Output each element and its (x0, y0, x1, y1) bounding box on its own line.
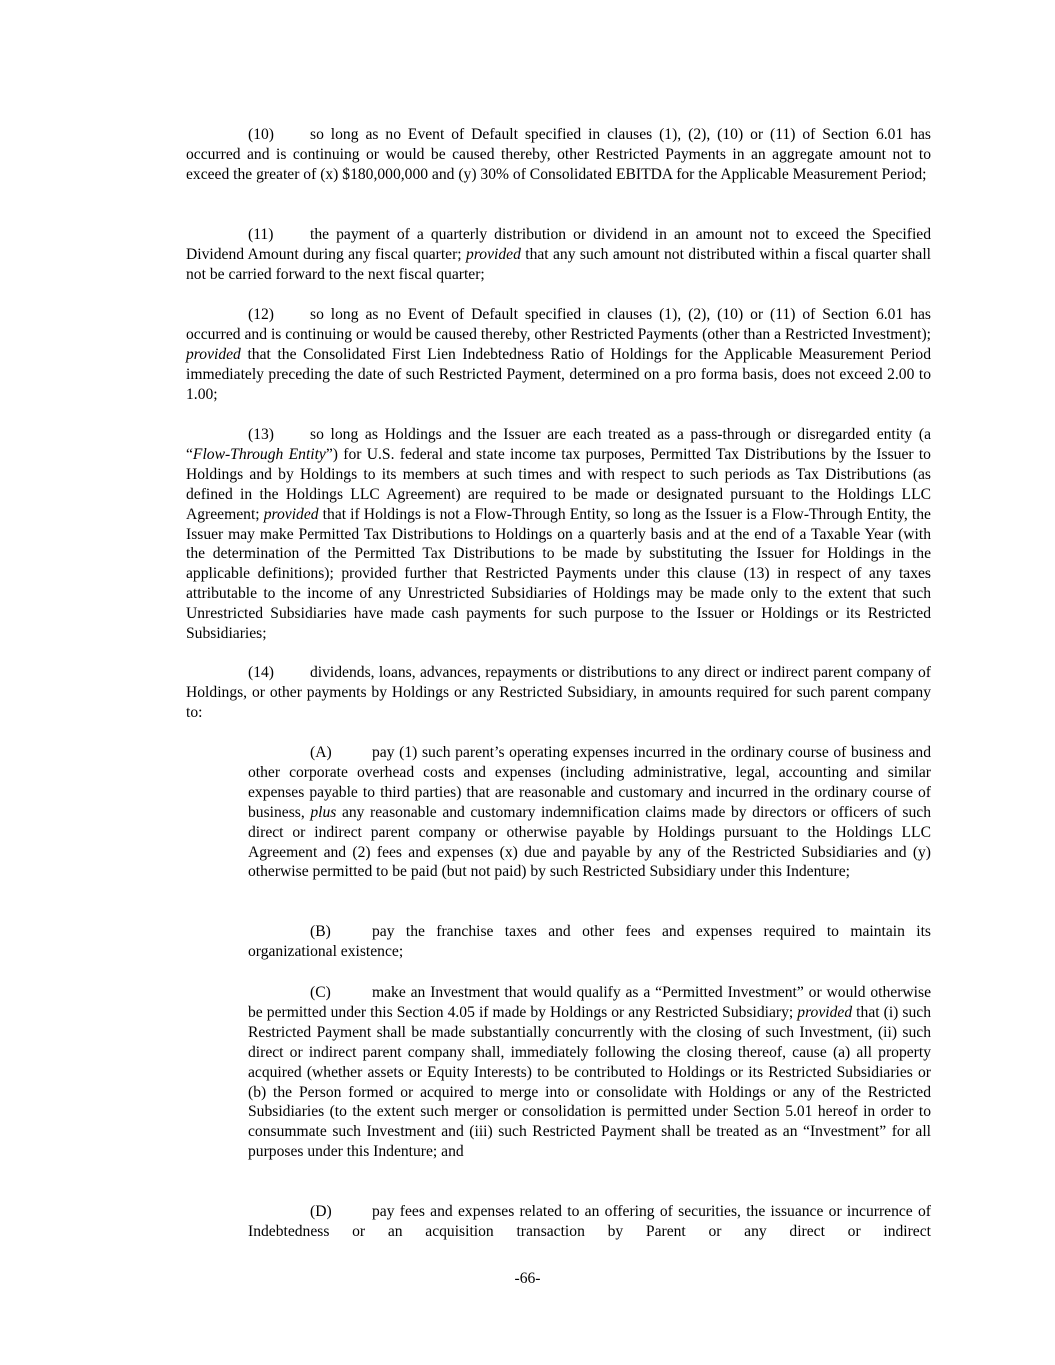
clause-text: pay (1) such parent’s operating expenses incurred in the ordinary course of business and other corporate overhead costs and expenses (including administrative, legal, accounting and similar expenses payable to third parties) that are reasonable and customary and incurred in the ordinary course of business, (248, 744, 931, 821)
clause-text: that the Consolidated First Lien Indebtedness Ratio of Holdings for the Applicable Measurement Period immediately preceding the date of such Restricted Payment, determined on a pro forma basis, does not exceed 2.00 to 1.00; (186, 345, 931, 403)
emphasis-text: provided (797, 1003, 853, 1021)
clause-14 (186, 663, 931, 723)
clause-10 (186, 125, 931, 185)
clause-12 (186, 305, 931, 405)
emphasis-text: provided (263, 505, 319, 523)
subclause-a (248, 743, 931, 882)
clause-text: that if Holdings is not a Flow-Through Entity, so long as the Issuer is a Flow-Through Entity, the Issuer may make Permitted Tax Distributions to Holdings on a quarterly basis and at the end of a Taxable Year (with the determination of the Permitted Tax Distributions to be made by substituting the Issuer for Holdings in the applicable definitions); provided further that Restricted Payments under this clause (13) in respect of any taxes attributable to the income of any Unrestricted Subsidiaries of Holdings may be made only to the extent that such Unrestricted Subsidiaries have made cash payments for such purpose to the Issuer or Holdings or its Restricted Subsidiaries; (186, 505, 931, 643)
emphasis-text: Flow-Through Entity (192, 445, 326, 463)
subclause-d (248, 1202, 931, 1242)
clause-number: (10) (248, 126, 274, 143)
clause-number: (13) (248, 426, 274, 443)
clause-text: so long as Holdings and the Issuer are each treated as a pass-through or disregarded entity (a “ (186, 426, 931, 463)
emphasis-text: plus (310, 803, 337, 821)
clause-number: (12) (248, 306, 274, 323)
clause-text: the payment of a quarterly distribution or dividend in an amount not to exceed the Specified Dividend Amount during any fiscal quarter; (186, 226, 931, 263)
clause-text: so long as no Event of Default specified in clauses (1), (2), (10) or (11) of Section 6.01 has occurred and is continuing or would be caused thereby, other Restricted Payments (other than a Restricted Investment); (186, 306, 931, 343)
clause-text: ”) for U.S. federal and state income tax purposes, Permitted Tax Distributions by the Issuer to Holdings and by Holdings to its members at such times and with respect to such periods as Tax Distributions (as defined in the Holdings LLC Agreement) are required to be made or designated pursuant to the Holdings LLC Agreement; (186, 445, 931, 523)
emphasis-text: provided (466, 245, 521, 263)
emphasis-text: provided (186, 345, 241, 363)
clause-number: (A) (310, 744, 332, 761)
clause-text: that (i) such Restricted Payment shall be made substantially concurrently with the closing of such Investment, (ii) such direct or indirect parent company shall, immediately following the closing thereof, cause (a) all property acquired (whether assets or Equity Interests) to be contributed to Holdings or its Restricted Subsidiaries or (b) the Person formed or acquired to merge into or consolidate with Holdings or any of the Restricted Subsidiaries (to the extent such merger or consolidation is permitted under Section 5.01 hereof in order to consummate such Investment and (iii) such Restricted Payment shall be treated as an “Investment” for all purposes under this Indenture; and (248, 1003, 931, 1161)
clause-number: (11) (248, 226, 274, 243)
clause-number: (B) (310, 923, 331, 940)
clause-text: that any such amount not distributed within a fiscal quarter shall not be carried forward to the next fiscal quarter; (186, 245, 931, 283)
clause-text: dividends, loans, advances, repayments or distributions to any direct or indirect parent company of Holdings, or other payments by Holdings or any Restricted Subsidiary, in amounts required for such parent company to: (186, 664, 931, 721)
clause-text: make an Investment that would qualify as a “Permitted Investment” or would otherwise be permitted under this Section 4.05 if made by Holdings or any Restricted Subsidiary; (248, 984, 931, 1021)
page-number: -66- (514, 1270, 541, 1287)
clause-text: pay the franchise taxes and other fees and expenses required to maintain its organizational existence; (248, 923, 931, 960)
clause-text: pay fees and expenses related to an offering of securities, the issuance or incurrence of Indebtedness or an acquisition transaction by Parent or any direct or indirect (248, 1203, 931, 1240)
subclause-c (248, 983, 931, 1162)
clause-text: any reasonable and customary indemnification claims made by directors or officers of such direct or indirect parent company or otherwise payable by Holdings pursuant to the Holdings LLC Agreement and (2) fees and expenses (x) due and payable by any of the Restricted Subsidiaries and (y) otherwise permitted to be paid (but not paid) by such Restricted Subsidiary under this Indenture; (248, 803, 931, 881)
clause-number: (C) (310, 984, 331, 1001)
clause-11 (186, 225, 931, 285)
clause-number: (D) (310, 1203, 332, 1220)
clause-13 (186, 425, 931, 644)
subclause-b (248, 922, 931, 962)
clause-number: (14) (248, 664, 274, 681)
clause-text: so long as no Event of Default specified in clauses (1), (2), (10) or (11) of Section 6.01 has occurred and is continuing or would be caused thereby, other Restricted Payments in an aggregate amount not to exceed the greater of (x) $180,000,000 and (y) 30% of Consolidated EBITDA for the Applicable Measurement Period; (186, 126, 931, 183)
